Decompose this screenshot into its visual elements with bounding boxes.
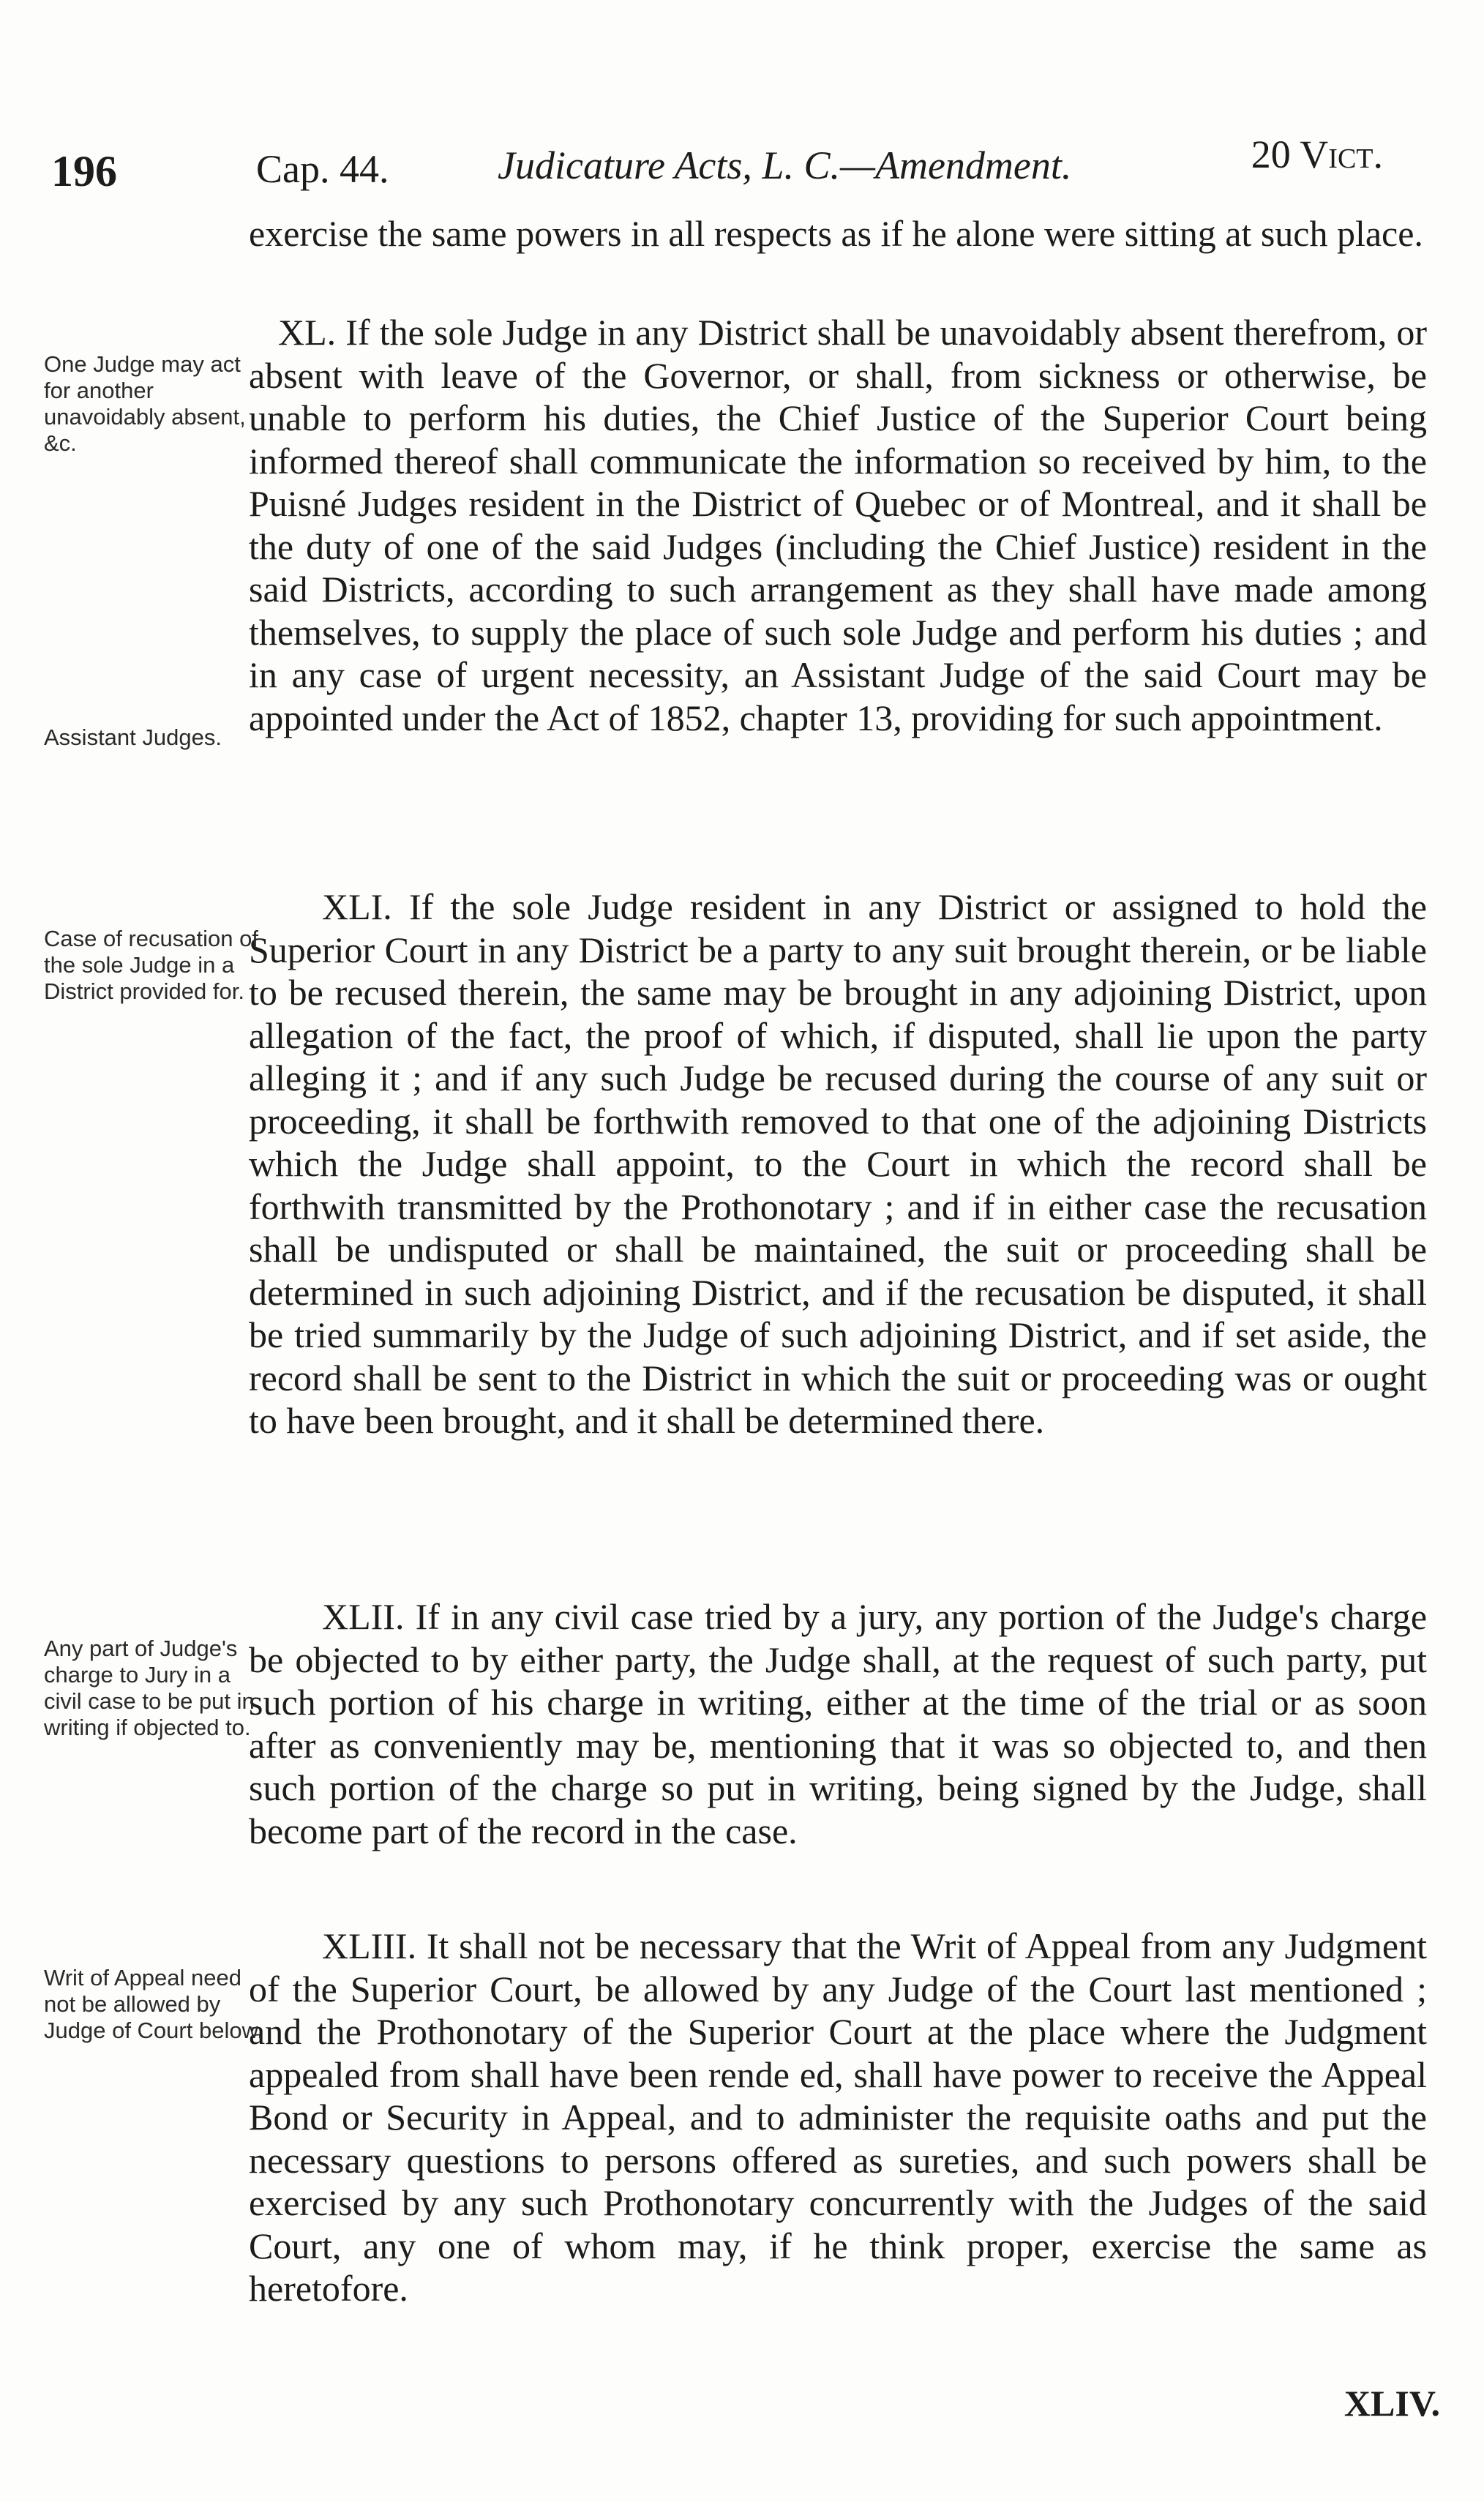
margin-note-recusation: Case of recusation of the sole Judge in a District provided for. xyxy=(44,926,258,1004)
margin-note-assistant-judges: Assistant Judges. xyxy=(44,724,222,750)
section-number: XL. xyxy=(278,312,337,353)
running-title: Judicature Acts, L. C.—Amendment. xyxy=(498,143,1072,187)
section-xli xyxy=(249,885,1427,1442)
section-text: If the sole Judge in any District shall be unavoidably absent therefrom, or absent with leave of the Governor, or shall, from sickness or otherwise, be unable to perform his duties, the Chief Justice of the Superior Court being informed thereof shall communicate the information so received by him, to the Puisné Judges resident in the District of Quebec or of Montreal, and it shall be the duty of one of the said Judges (including the Chief Justice) resident in the said Districts, according to such arrangement as they shall have made among themselves, to supply the place of such sole Judge and perform his duties ; and in any case of urgent necessity, an Assistant Judge of the said Court may be appointed under the Act of 1852, chapter 13, providing for such appointment. xyxy=(249,312,1427,738)
margin-note-judge-charge: Any part of Judge's charge to Jury in a civil case to be put in writing if objected to. xyxy=(44,1636,255,1740)
margin-note-writ-of-appeal: Writ of Appeal need not be allowed by Judge of Court below. xyxy=(44,1965,263,2043)
chapter-number: Cap. 44. xyxy=(256,147,389,191)
margin-note-one-judge: One Judge may act for another unavoidably absent, &c. xyxy=(44,351,246,456)
page-number: 196 xyxy=(51,147,117,195)
page-header xyxy=(51,132,1405,205)
section-continuation xyxy=(249,212,1427,255)
section-number: XLI. xyxy=(322,886,392,927)
section-text: exercise the same powers in all respects as if he alone were sitting at such place. xyxy=(249,213,1423,254)
section-xliii xyxy=(249,1925,1427,2310)
regnal-year: 20 Vict. xyxy=(1251,132,1383,176)
section-number: XLII. xyxy=(322,1596,405,1637)
section-text: It shall not be necessary that the Writ of Appeal from any Judgment of the Superior Court, be allowed by any Judge of the Court last mentioned ; and the Prothonotary of the Superior Court at the place where the Judgment appealed from shall have been rende ed, shall have power to receive the Appeal Bond or Security in Appeal, and to administer the requisite oaths and put the necessary questions to persons offered as sureties, and such powers shall be exercised by any such Prothonotary concurrently with the Judges of the said Court, any one of whom may, if he think proper, exercise the same as heretofore. xyxy=(249,1925,1428,2309)
section-xlii xyxy=(249,1595,1427,1852)
section-text: If in any civil case tried by a jury, any portion of the Judge's charge be objected to by either party, the Judge shall, at the request of such party, put such portion of his charge in writing, either at the time of the trial or as soon after as conveniently may be, mentioning that it was so objected to, and then such portion of the charge so put in writing, being signed by the Judge, shall become part of the record in the case. xyxy=(249,1596,1428,1851)
section-text: If the sole Judge resident in any District or assigned to hold the Superior Court in any District be a party to any suit brought therein, or be liable to be recused therein, the same may be brought in any adjoining District, upon allegation of the fact, the proof of which, if disputed, shall lie upon the party alleging it ; and if any such Judge be recused during the course of any suit or proceeding, it shall be forthwith removed to that one of the adjoining Districts which the Judge shall appoint, to the Court in which the record shall be forthwith transmitted by the Prothonotary ; and if in either case the recusation shall be undisputed or shall be maintained, the suit or proceeding shall be determined in such adjoining District, and if the recusation be disputed, it shall be tried summarily by the Judge of such adjoining District, and if set aside, the record shall be sent to the District in which the suit or proceeding was or ought to have been brought, and it shall be determined there. xyxy=(249,886,1428,1441)
section-number: XLIII. xyxy=(322,1925,417,1966)
catchword: XLIV. xyxy=(1344,2383,1440,2424)
section-xl xyxy=(249,311,1427,739)
